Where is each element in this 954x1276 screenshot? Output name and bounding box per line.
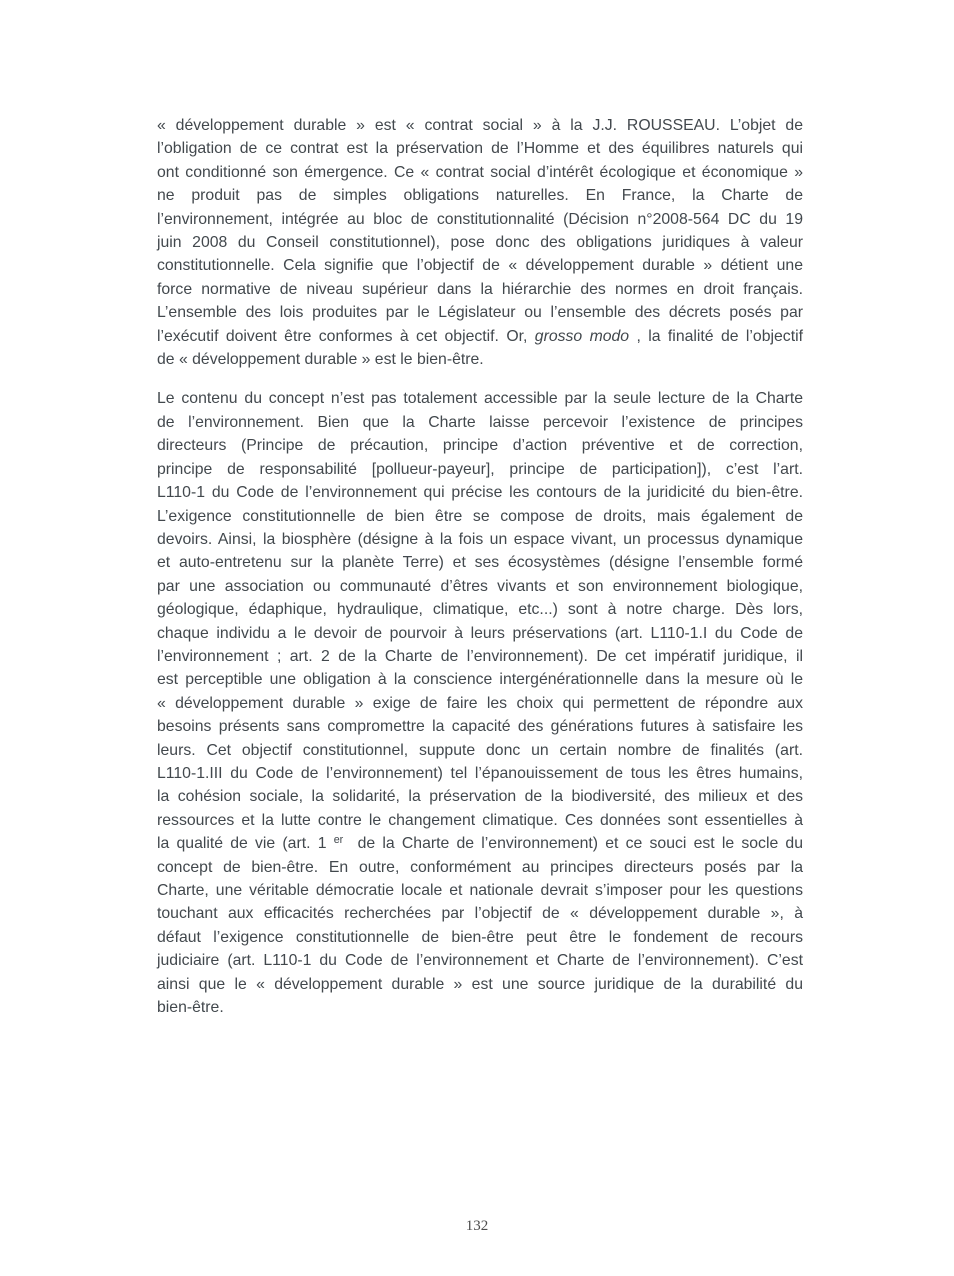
- text-segment: ont conditionné son émergence. Ce « contrat social d’intérêt écologique et économique »: [157, 163, 803, 181]
- text-line: [157, 668, 803, 691]
- text-line: [157, 762, 803, 785]
- text-line: [157, 481, 803, 504]
- text-line: [157, 551, 803, 574]
- page-number: 132: [465, 1218, 489, 1234]
- text-segment: géologique, édaphique, hydraulique, climatique, etc...) sont à notre charge. Dès lors,: [157, 601, 803, 619]
- text-segment: constitutionnelle. Cela signifie que l’objectif de « développement durable » détient une: [157, 257, 803, 275]
- text-segment: bien-être.: [157, 999, 224, 1017]
- text-segment: ne produit pas de simples obligations naturelles. En France, la Charte de: [157, 187, 803, 205]
- text-line: [157, 785, 803, 808]
- text-line: [157, 973, 803, 996]
- text-segment: de la Charte de l’environnement) et ce souci est le socle du: [343, 835, 804, 853]
- text-line: [157, 949, 803, 972]
- text-line: [157, 137, 803, 160]
- text-segment: de l’environnement. Bien que la Charte laisse percevoir l’existence de principes: [157, 413, 803, 431]
- text-segment: besoins présents sans compromettre la capacité des générations futures à satisfaire les: [157, 718, 803, 736]
- text-segment: l’environnement, intégrée au bloc de constitutionnalité (Décision n°2008-564 DC du 19: [157, 210, 803, 228]
- text-segment: concept de bien-être. En outre, conformément au principes directeurs posés par la: [157, 858, 803, 876]
- text-segment: touchant aux efficacités recherchées par l’objectif de « développement durable », à: [157, 905, 803, 923]
- text-segment: par une association ou communauté d’êtres vivants et son environnement biologique,: [157, 577, 803, 595]
- text-line: [157, 278, 803, 301]
- text-segment: force normative de niveau supérieur dans la hiérarchie des normes en droit français.: [157, 280, 803, 298]
- italic-text: grosso modo: [534, 327, 630, 345]
- text-segment: L’ensemble des lois produites par le Législateur ou l’ensemble des décrets posés par: [157, 304, 803, 322]
- text-line: [157, 926, 803, 949]
- text-line: [157, 458, 803, 481]
- text-line: [157, 575, 803, 598]
- text-segment: ainsi que le « développement durable » est une source juridique de la durabilité du: [157, 975, 803, 993]
- text-line: [157, 902, 803, 925]
- text-line: [157, 832, 803, 855]
- text-segment: leurs. Cet objectif constitutionnel, suppute donc un certain nombre de finalités (art.: [157, 741, 803, 759]
- text-line: [157, 856, 803, 879]
- text-line: [157, 809, 803, 832]
- text-segment: l’environnement ; art. 2 de la Charte de l’environnement). De cet impératif juridique, il: [157, 647, 803, 665]
- text-segment: L110-1 du Code de l’environnement qui précise les contours de la juridicité du bien-être.: [157, 484, 803, 502]
- text-segment: la cohésion sociale, la solidarité, la préservation de la biodiversité, des milieux et des: [157, 788, 803, 806]
- text-segment: Le contenu du concept n’est pas totalement accessible par la seule lecture de la Charte: [157, 390, 803, 408]
- text-line: [157, 505, 803, 528]
- text-segment: et auto-entretenu sur la planète Terre) et ses écosystèmes (désigne l’ensemble formé: [157, 554, 803, 572]
- text-segment: , la finalité de l’objectif: [629, 327, 803, 345]
- text-segment: directeurs (Principe de précaution, principe d’action préventive et de correction,: [157, 437, 803, 455]
- document-body: [157, 114, 803, 1019]
- text-line: [157, 254, 803, 277]
- text-segment: « développement durable » est « contrat social » à la J.J. ROUSSEAU. L’objet de: [157, 117, 803, 134]
- text-line: [157, 879, 803, 902]
- text-line: [157, 348, 803, 371]
- text-segment: défaut l’exigence constitutionnelle de bien-être peut être le fondement de recours: [157, 928, 803, 946]
- text-line: [157, 598, 803, 621]
- text-line: [157, 692, 803, 715]
- text-segment: Charte, une véritable démocratie locale et nationale devrait s’imposer pour les questions: [157, 882, 803, 899]
- text-segment: est perceptible une obligation à la conscience intergénérationnelle dans la mesure où le: [157, 671, 803, 689]
- text-line: [157, 645, 803, 668]
- text-line: [157, 996, 803, 1019]
- text-segment: chaque individu a le devoir de pourvoir à leurs préservations (art. L110-1.I du Code de: [157, 624, 803, 642]
- text-segment: de « développement durable » est le bien-être.: [157, 351, 484, 369]
- text-segment: judiciaire (art. L110-1 du Code de l’environnement et Charte de l’environnement). C’est: [157, 952, 803, 970]
- paragraph-1: [157, 114, 803, 371]
- text-segment: ressources et la lutte contre le changement climatique. Ces données sont essentielles à: [157, 811, 803, 829]
- text-line: [157, 528, 803, 551]
- text-line: [157, 434, 803, 457]
- text-line: [157, 301, 803, 324]
- text-line: [157, 231, 803, 254]
- text-line: [157, 739, 803, 762]
- text-segment: principe de responsabilité [pollueur-payeur], principe de participation]), c’est l’art.: [157, 460, 803, 478]
- text-segment: l’obligation de ce contrat est la préservation de l’Homme et des équilibres naturels qui: [157, 140, 803, 158]
- text-line: [157, 208, 803, 231]
- text-line: [157, 387, 803, 410]
- text-segment: l’exécutif doivent être conformes à cet objectif. Or,: [157, 327, 535, 345]
- text-segment: devoirs. Ainsi, la biosphère (désigne à la fois un espace vivant, un processus dynamique: [157, 530, 803, 548]
- text-line: [157, 411, 803, 434]
- text-line: [157, 114, 803, 137]
- text-segment: la qualité de vie (art. 1: [157, 835, 334, 853]
- paragraph-2: [157, 387, 803, 1019]
- text-segment: L’exigence constitutionnelle de bien être se compose de droits, mais également de: [157, 507, 803, 525]
- text-segment: L110-1.III du Code de l’environnement) tel l’épanouissement de tous les êtres humains,: [157, 764, 803, 782]
- text-segment: juin 2008 du Conseil constitutionnel), pose donc des obligations juridiques à valeur: [157, 234, 803, 252]
- text-line: [157, 715, 803, 738]
- text-segment: « développement durable » exige de faire les choix qui permettent de répondre aux: [157, 694, 803, 712]
- superscript-text: er: [333, 834, 344, 847]
- text-line: [157, 184, 803, 207]
- text-line: [157, 161, 803, 184]
- text-line: [157, 325, 803, 348]
- text-line: [157, 622, 803, 645]
